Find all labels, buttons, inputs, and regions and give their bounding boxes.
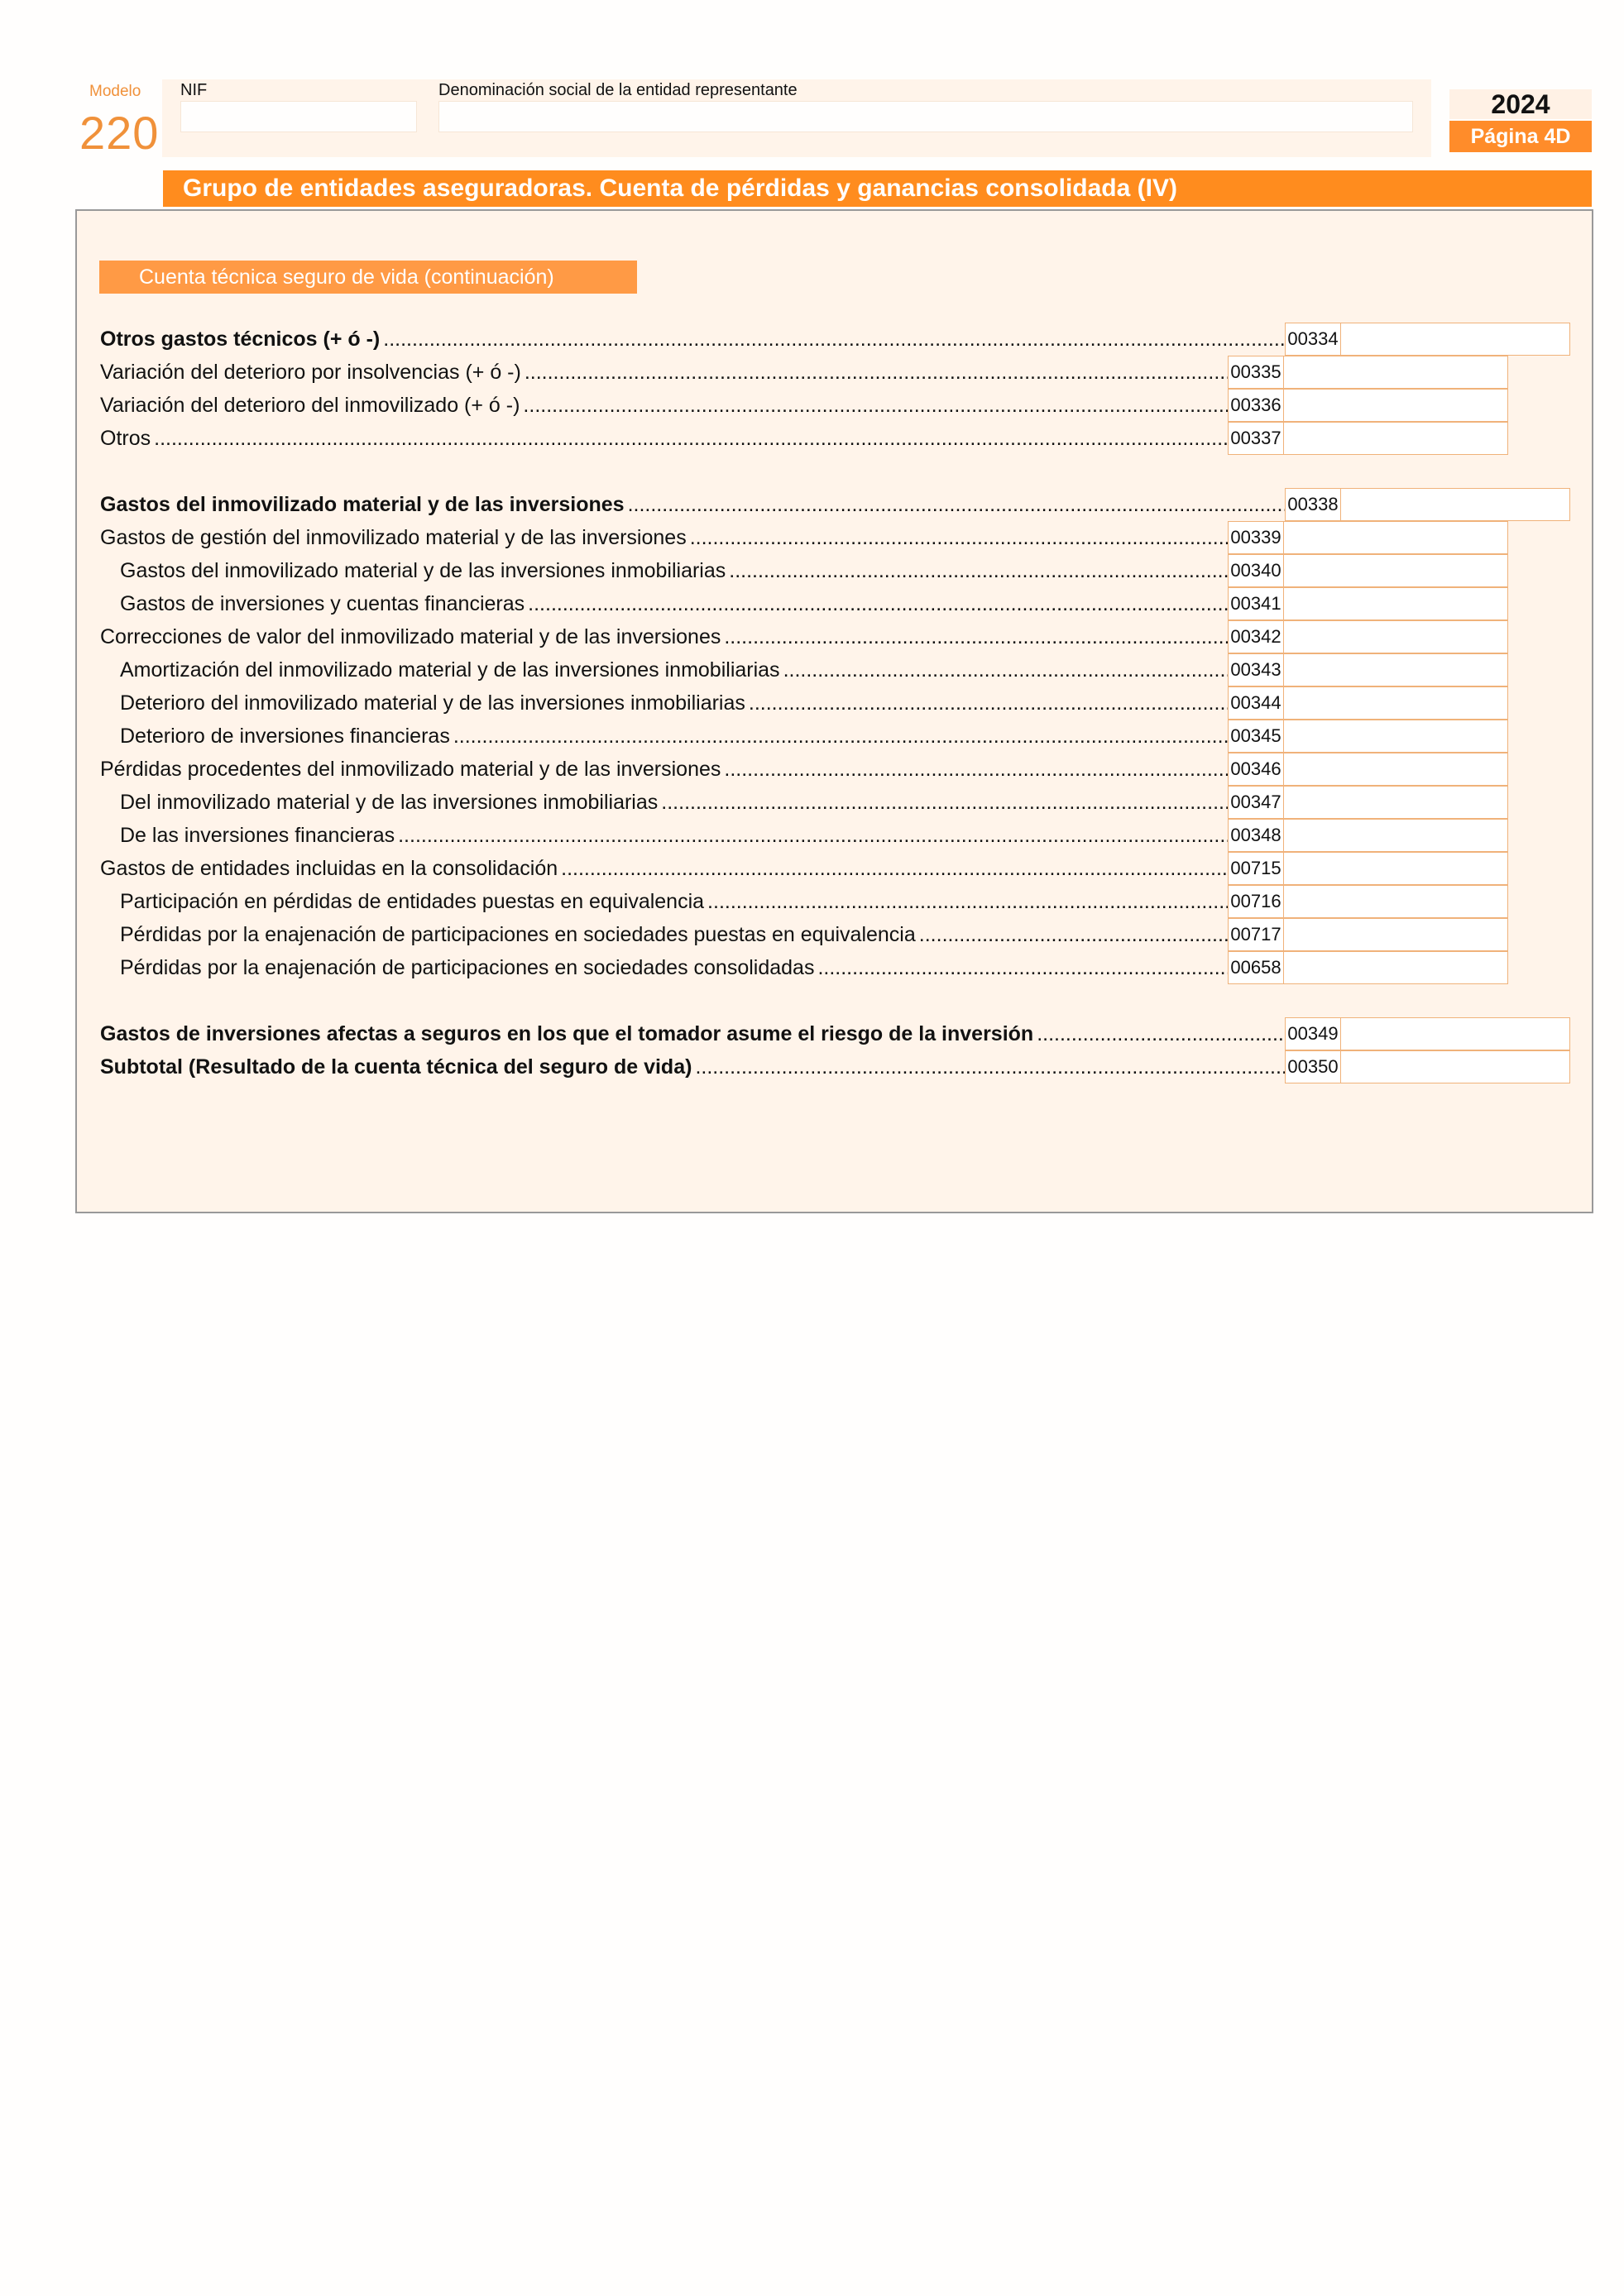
- row-label: Gastos del inmovilizado material y de las inversiones inmobiliarias: [120, 559, 726, 582]
- value-00340[interactable]: [1283, 554, 1508, 587]
- value-00339[interactable]: [1283, 521, 1508, 554]
- dot-leader: [692, 1050, 1289, 1083]
- row-00340: [100, 554, 1229, 587]
- row-label: Amortización del inmovilizado material y de las inversiones inmobiliarias: [120, 658, 780, 682]
- row-label: Gastos de inversiones afectas a seguros en los que el tomador asume el riesgo de la inversión: [100, 1022, 1034, 1045]
- row-label: Deterioro de inversiones financieras: [120, 725, 450, 748]
- modelo-label: Modelo: [89, 83, 141, 100]
- row-00339: [100, 521, 1229, 554]
- code-00348: 00348: [1228, 819, 1284, 852]
- row-00716: [100, 885, 1229, 918]
- dot-leader: [625, 488, 1289, 521]
- code-00339: 00339: [1228, 521, 1284, 554]
- value-00345[interactable]: [1283, 720, 1508, 753]
- section-header: Cuenta técnica seguro de vida (continuación): [99, 261, 637, 294]
- nif-label: NIF: [180, 81, 208, 99]
- dot-leader: [814, 951, 1229, 984]
- row-label: Pérdidas por la enajenación de participaciones en sociedades puestas en equivalencia: [120, 923, 916, 946]
- row-label: Subtotal (Resultado de la cuenta técnica del seguro de vida): [100, 1055, 692, 1079]
- dot-leader: [525, 587, 1229, 620]
- row-label: Gastos de gestión del inmovilizado material y de las inversiones: [100, 526, 687, 549]
- code-00338: 00338: [1285, 488, 1341, 521]
- row-label: Correcciones de valor del inmovilizado material y de las inversiones: [100, 625, 721, 648]
- row-label: Deterioro del inmovilizado material y de las inversiones inmobiliarias: [120, 691, 745, 715]
- row-label: Del inmovilizado material y de las inversiones inmobiliarias: [120, 791, 659, 814]
- code-00344: 00344: [1228, 686, 1284, 720]
- row-00345: [100, 720, 1229, 753]
- row-00336: [100, 389, 1229, 422]
- row-00341: [100, 587, 1229, 620]
- dot-leader: [521, 356, 1229, 389]
- dot-leader: [687, 521, 1229, 554]
- value-00350[interactable]: [1340, 1050, 1570, 1083]
- dot-leader: [450, 720, 1229, 753]
- row-label: Participación en pérdidas de entidades puestas en equivalencia: [120, 890, 705, 913]
- row-00658: [100, 951, 1229, 984]
- code-00346: 00346: [1228, 753, 1284, 786]
- dot-leader: [151, 422, 1229, 455]
- row-00342: [100, 620, 1229, 653]
- code-00335: 00335: [1228, 356, 1284, 389]
- row-label: Variación del deterioro del inmovilizado (+ ó -): [100, 394, 520, 417]
- value-00715[interactable]: [1283, 852, 1508, 885]
- row-label: Gastos de entidades incluidas en la consolidación: [100, 857, 558, 880]
- row-00337: [100, 422, 1229, 455]
- value-00344[interactable]: [1283, 686, 1508, 720]
- row-00343: [100, 653, 1229, 686]
- row-00344: [100, 686, 1229, 720]
- page-badge: Página 4D: [1449, 121, 1592, 152]
- value-00347[interactable]: [1283, 786, 1508, 819]
- code-00349: 00349: [1285, 1017, 1341, 1050]
- year-badge: 2024: [1449, 89, 1592, 119]
- value-00338[interactable]: [1340, 488, 1570, 521]
- row-00715: [100, 852, 1229, 885]
- row-label: Gastos de inversiones y cuentas financieras: [120, 592, 525, 615]
- row-label: Gastos del inmovilizado material y de las inversiones: [100, 493, 625, 516]
- code-00715: 00715: [1228, 852, 1284, 885]
- code-00658: 00658: [1228, 951, 1284, 984]
- row-00334: [100, 323, 1289, 356]
- dot-leader: [395, 819, 1229, 852]
- dot-leader: [520, 389, 1229, 422]
- row-00347: [100, 786, 1229, 819]
- denominacion-label: Denominación social de la entidad representante: [438, 81, 798, 99]
- value-00343[interactable]: [1283, 653, 1508, 686]
- row-label: Pérdidas por la enajenación de participaciones en sociedades consolidadas: [120, 956, 815, 979]
- row-00350: [100, 1050, 1289, 1083]
- row-label: Otros: [100, 427, 151, 450]
- row-00349: [100, 1017, 1289, 1050]
- dot-leader: [704, 885, 1229, 918]
- dot-leader: [721, 753, 1229, 786]
- row-label: Otros gastos técnicos (+ ó -): [100, 328, 381, 351]
- dot-leader: [1033, 1017, 1289, 1050]
- value-00346[interactable]: [1283, 753, 1508, 786]
- code-00343: 00343: [1228, 653, 1284, 686]
- dot-leader: [380, 323, 1289, 356]
- row-00348: [100, 819, 1229, 852]
- code-00342: 00342: [1228, 620, 1284, 653]
- dot-leader: [745, 686, 1229, 720]
- row-00346: [100, 753, 1229, 786]
- code-00336: 00336: [1228, 389, 1284, 422]
- dot-leader: [558, 852, 1229, 885]
- dot-leader: [916, 918, 1229, 951]
- form-title: Grupo de entidades aseguradoras. Cuenta de pérdidas y ganancias consolidada (IV): [163, 170, 1592, 207]
- modelo-number: 220: [79, 107, 160, 159]
- value-00349[interactable]: [1340, 1017, 1570, 1050]
- value-00334[interactable]: [1340, 323, 1570, 356]
- value-00717[interactable]: [1283, 918, 1508, 951]
- value-00341[interactable]: [1283, 587, 1508, 620]
- dot-leader: [780, 653, 1229, 686]
- code-00345: 00345: [1228, 720, 1284, 753]
- value-00342[interactable]: [1283, 620, 1508, 653]
- nif-input[interactable]: [180, 101, 417, 132]
- row-label: Pérdidas procedentes del inmovilizado material y de las inversiones: [100, 758, 721, 781]
- value-00658[interactable]: [1283, 951, 1508, 984]
- dot-leader: [726, 554, 1229, 587]
- code-00341: 00341: [1228, 587, 1284, 620]
- code-00340: 00340: [1228, 554, 1284, 587]
- value-00348[interactable]: [1283, 819, 1508, 852]
- row-00335: [100, 356, 1229, 389]
- value-00716[interactable]: [1283, 885, 1508, 918]
- code-00717: 00717: [1228, 918, 1284, 951]
- row-label: Variación del deterioro por insolvencias (+ ó -): [100, 361, 521, 384]
- denominacion-input[interactable]: [438, 101, 1413, 132]
- code-00337: 00337: [1228, 422, 1284, 455]
- value-00336[interactable]: [1283, 389, 1508, 422]
- code-00347: 00347: [1228, 786, 1284, 819]
- code-00716: 00716: [1228, 885, 1284, 918]
- code-00350: 00350: [1285, 1050, 1341, 1083]
- row-00338: [100, 488, 1289, 521]
- value-00337[interactable]: [1283, 422, 1508, 455]
- dot-leader: [721, 620, 1229, 653]
- dot-leader: [658, 786, 1229, 819]
- row-label: De las inversiones financieras: [120, 824, 395, 847]
- row-00717: [100, 918, 1229, 951]
- code-00334: 00334: [1285, 323, 1341, 356]
- value-00335[interactable]: [1283, 356, 1508, 389]
